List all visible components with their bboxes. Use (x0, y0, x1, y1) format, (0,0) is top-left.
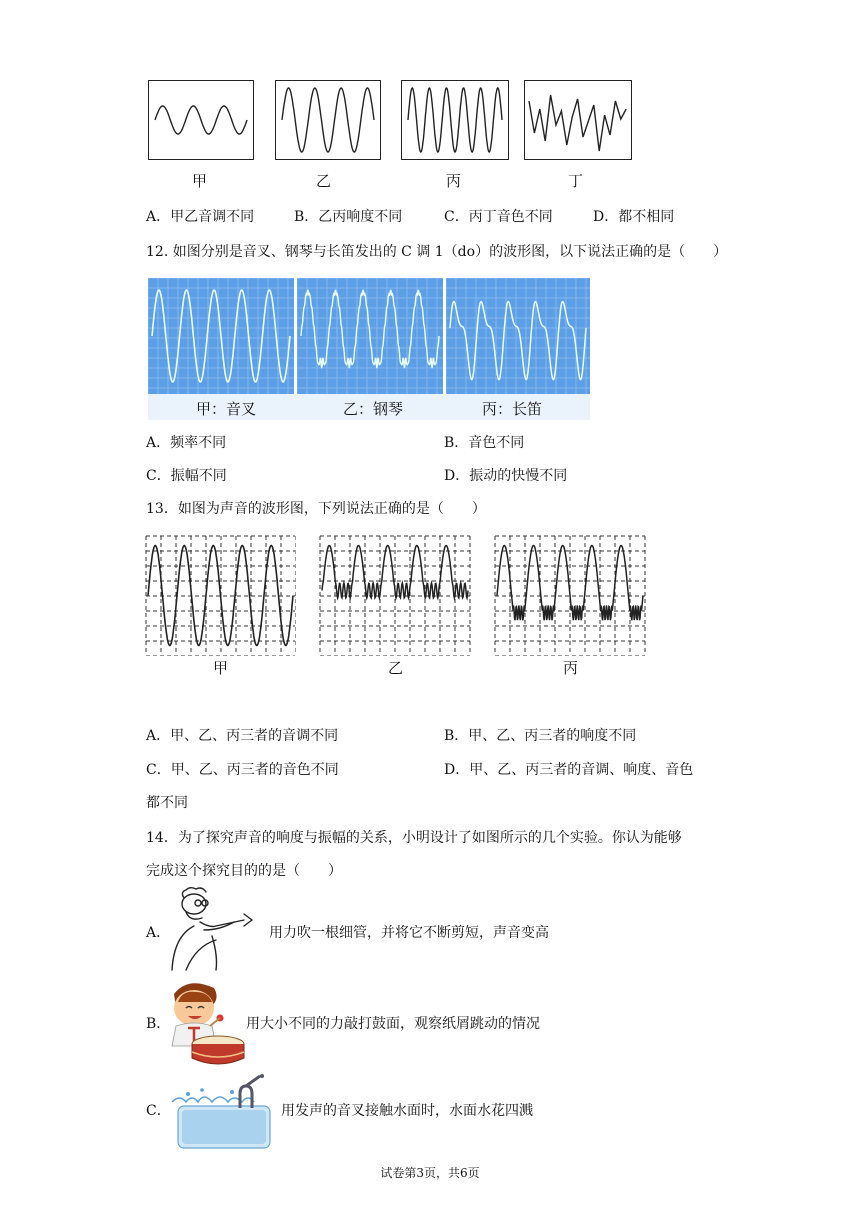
waveform-jia (149, 81, 253, 159)
q13-option-d[interactable]: D．甲、乙、丙三者的音调、响度、音色 (444, 762, 694, 778)
q14-option-c-text[interactable]: 用发声的音叉接触水面时，水面水花四溅 (281, 1103, 533, 1119)
q13-option-c[interactable]: C．甲、乙、丙三者的音色不同 (146, 762, 339, 778)
q12-stem: 12. 如图分别是音叉、钢琴与长笛发出的 C 调 1（do）的波形图，以下说法正确的是（ ） (146, 244, 728, 260)
waveform-grid-jia (145, 535, 296, 656)
grid-wave-yi (319, 535, 471, 656)
waveform-yi-box (275, 80, 381, 160)
q11-option-c[interactable]: C．丙丁音色不同 (444, 209, 553, 225)
label-jia: 甲 (192, 172, 208, 190)
drum-boy-illustration (160, 978, 250, 1070)
q13-option-b[interactable]: B．甲、乙、丙三者的响度不同 (444, 728, 637, 744)
grid-wave-bing (494, 535, 646, 656)
label-bing: 丙 (446, 172, 462, 190)
waveform-flute (446, 278, 590, 394)
q14-option-a-text[interactable]: 用力吹一根细管，并将它不断剪短，声音变高 (269, 925, 549, 941)
page-footer: 试卷第3页，共6页 (380, 1166, 480, 1180)
waveform-jia-box (148, 80, 254, 160)
label-ding: 丁 (568, 172, 584, 190)
label-yi-13: 乙 (388, 659, 404, 677)
waveform-tuning-fork (148, 278, 294, 394)
grid-wave-jia (145, 535, 296, 656)
q14-option-b-text[interactable]: 用大小不同的力敲打鼓面，观察纸屑跳动的情况 (246, 1016, 540, 1032)
q13-option-a[interactable]: A．甲、乙、丙三者的音调不同 (146, 728, 339, 744)
waveform-grid-yi (319, 535, 471, 656)
q12-option-d[interactable]: D．振动的快慢不同 (444, 468, 568, 484)
waveform-yi (276, 81, 380, 159)
oscilloscope-tuning-fork (148, 278, 294, 394)
q14-option-b-letter[interactable]: B． (146, 1016, 171, 1032)
q14-stem-line1: 14．为了探究声音的响度与振幅的关系，小明设计了如图所示的几个实验。你认为能够 (146, 830, 682, 846)
q12-option-b[interactable]: B．音色不同 (444, 435, 525, 451)
label-yi: 乙 (316, 172, 332, 190)
q12-option-c[interactable]: C．振幅不同 (146, 468, 227, 484)
label-flute: 丙：长笛 (482, 400, 543, 418)
q12-option-a[interactable]: A．频率不同 (146, 435, 227, 451)
waveform-bing-box (401, 80, 509, 160)
oscilloscope-flute (446, 278, 590, 394)
label-jia-13: 甲 (213, 659, 229, 677)
tuning-fork-water-illustration (168, 1074, 280, 1150)
waveform-bing (402, 81, 508, 159)
q14-option-c-letter[interactable]: C． (146, 1103, 171, 1119)
waveform-piano (297, 278, 443, 394)
q14-stem-line2: 完成这个探究目的的是（ ） (146, 863, 342, 879)
waveform-ding (525, 81, 631, 159)
q13-option-d-cont: 都不同 (146, 795, 188, 811)
oscilloscope-piano (297, 278, 443, 394)
q11-option-d[interactable]: D．都不相同 (593, 209, 675, 225)
waveform-ding-box (524, 80, 632, 160)
q13-stem: 13．如图为声音的波形图，下列说法正确的是（ ） (146, 501, 486, 517)
q11-option-a[interactable]: A．甲乙音调不同 (146, 209, 255, 225)
q11-option-b[interactable]: B．乙丙响度不同 (294, 209, 403, 225)
q14-option-a-letter[interactable]: A． (146, 925, 171, 941)
waveform-grid-bing (494, 535, 646, 656)
label-piano: 乙：钢琴 (343, 400, 404, 418)
label-bing-13: 丙 (563, 659, 579, 677)
label-tuning-fork: 甲：音叉 (196, 400, 257, 418)
blowing-tube-illustration (164, 886, 268, 972)
